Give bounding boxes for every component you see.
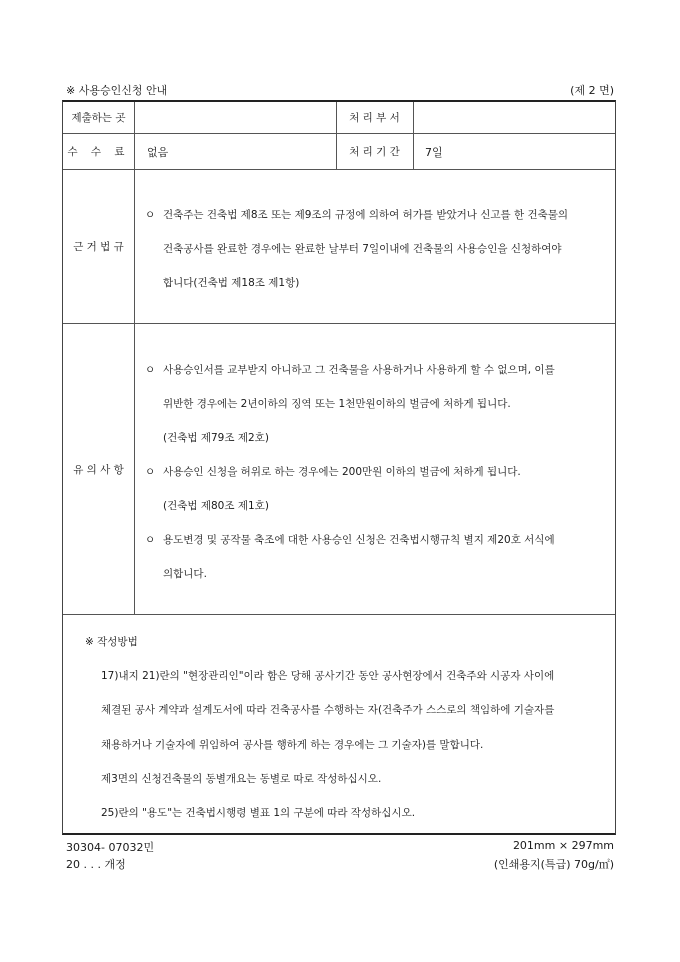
department-label: 처 리 부 서 [349,112,400,124]
legal-basis-row [63,170,615,324]
submit-place-value [147,102,327,133]
guide-table [62,100,616,835]
submit-place-label: 제출하는 곳 [63,102,135,133]
caution-line: (건축법 제80조 제1호) [163,500,269,512]
writing-method-line: 17)내지 21)란의 "현장관리인"이라 함은 당해 공사기간 동안 공사현장에서 건축주와 시공자 사이에 [101,670,555,682]
bullet-icon: ㅇ [145,364,156,376]
paper-size: 201mm × 297mm [512,839,614,852]
caution-item: ㅇ 사용승인서를 교부받지 아니하고 그 건축물을 사용하거나 사용하게 할 수 없으며, 이를 [145,364,555,376]
writing-method-line: 제3면의 신청건축물의 동별개요는 동별로 따로 작성하십시오. [101,773,382,785]
caution-item: ㅇ 용도변경 및 공작물 축조에 대한 사용승인 신청은 건축법시행규칙 별지 제20호 서식에 [145,534,555,546]
caution-line: (건축법 제79조 제2호) [163,432,269,444]
writing-method-section [63,615,615,833]
paper-spec: (인쇄용지(특급) 70g/㎡) [493,858,614,871]
legal-basis-label: 근 거 법 규 [63,170,135,323]
cell-divider [413,134,414,169]
caution-line: 위반한 경우에는 2년이하의 징역 또는 1천만원이하의 벌금에 처하게 됩니다. [163,398,511,410]
cell-divider [413,102,414,133]
caution-row [63,324,615,615]
fee-value: 없음 [147,145,169,159]
revision-date: 20 . . . 개정 [66,858,126,871]
legal-basis-content [135,170,615,323]
caution-line: 의합니다. [163,568,207,580]
caution-content [135,324,615,614]
legal-basis-line: 합니다(건축법 제18조 제1항) [163,277,300,289]
form-code: 30304- 07032민 [66,841,155,854]
legal-basis-line: ㅇ 건축주는 건축법 제8조 또는 제9조의 규정에 의하여 허가를 받았거나 신고를 한 건축물의 [145,209,569,221]
page-number: (제 2 면) [570,84,614,97]
legal-basis-line: 건축공사를 완료한 경우에는 완료한 날부터 7일이내에 건축물의 사용승인을 신청하여야 [163,243,562,255]
fee-row [63,134,615,170]
form-notice-title: ※ 사용승인신청 안내 [66,84,168,97]
fee-label: 수 수 료 [63,134,135,169]
department-value [425,102,605,133]
writing-method-title: ※ 작성방법 [85,636,138,648]
bullet-icon: ㅇ [145,466,156,478]
writing-method-line: 채용하거나 기술자에 위임하여 공사를 행하게 하는 경우에는 그 기술자)를 말합니다. [101,739,484,751]
bullet-icon: ㅇ [145,534,156,546]
writing-method-line: 25)란의 "용도"는 건축법시행령 별표 1의 구분에 따라 작성하십시오. [101,807,416,819]
processing-period-label: 처 리 기 간 [349,146,400,158]
caution-item: ㅇ 사용승인 신청을 허위로 하는 경우에는 200만원 이하의 벌금에 처하게 됩니다. [145,466,521,478]
processing-period-value: 7일 [425,145,443,159]
bullet-icon: ㅇ [145,209,156,221]
submit-row [63,102,615,134]
writing-method-line: 체결된 공사 계약과 설계도서에 따라 건축공사를 수행하는 자(건축주가 스스로의 책임하에 기술자를 [101,704,555,716]
caution-label: 유 의 사 항 [63,324,135,614]
